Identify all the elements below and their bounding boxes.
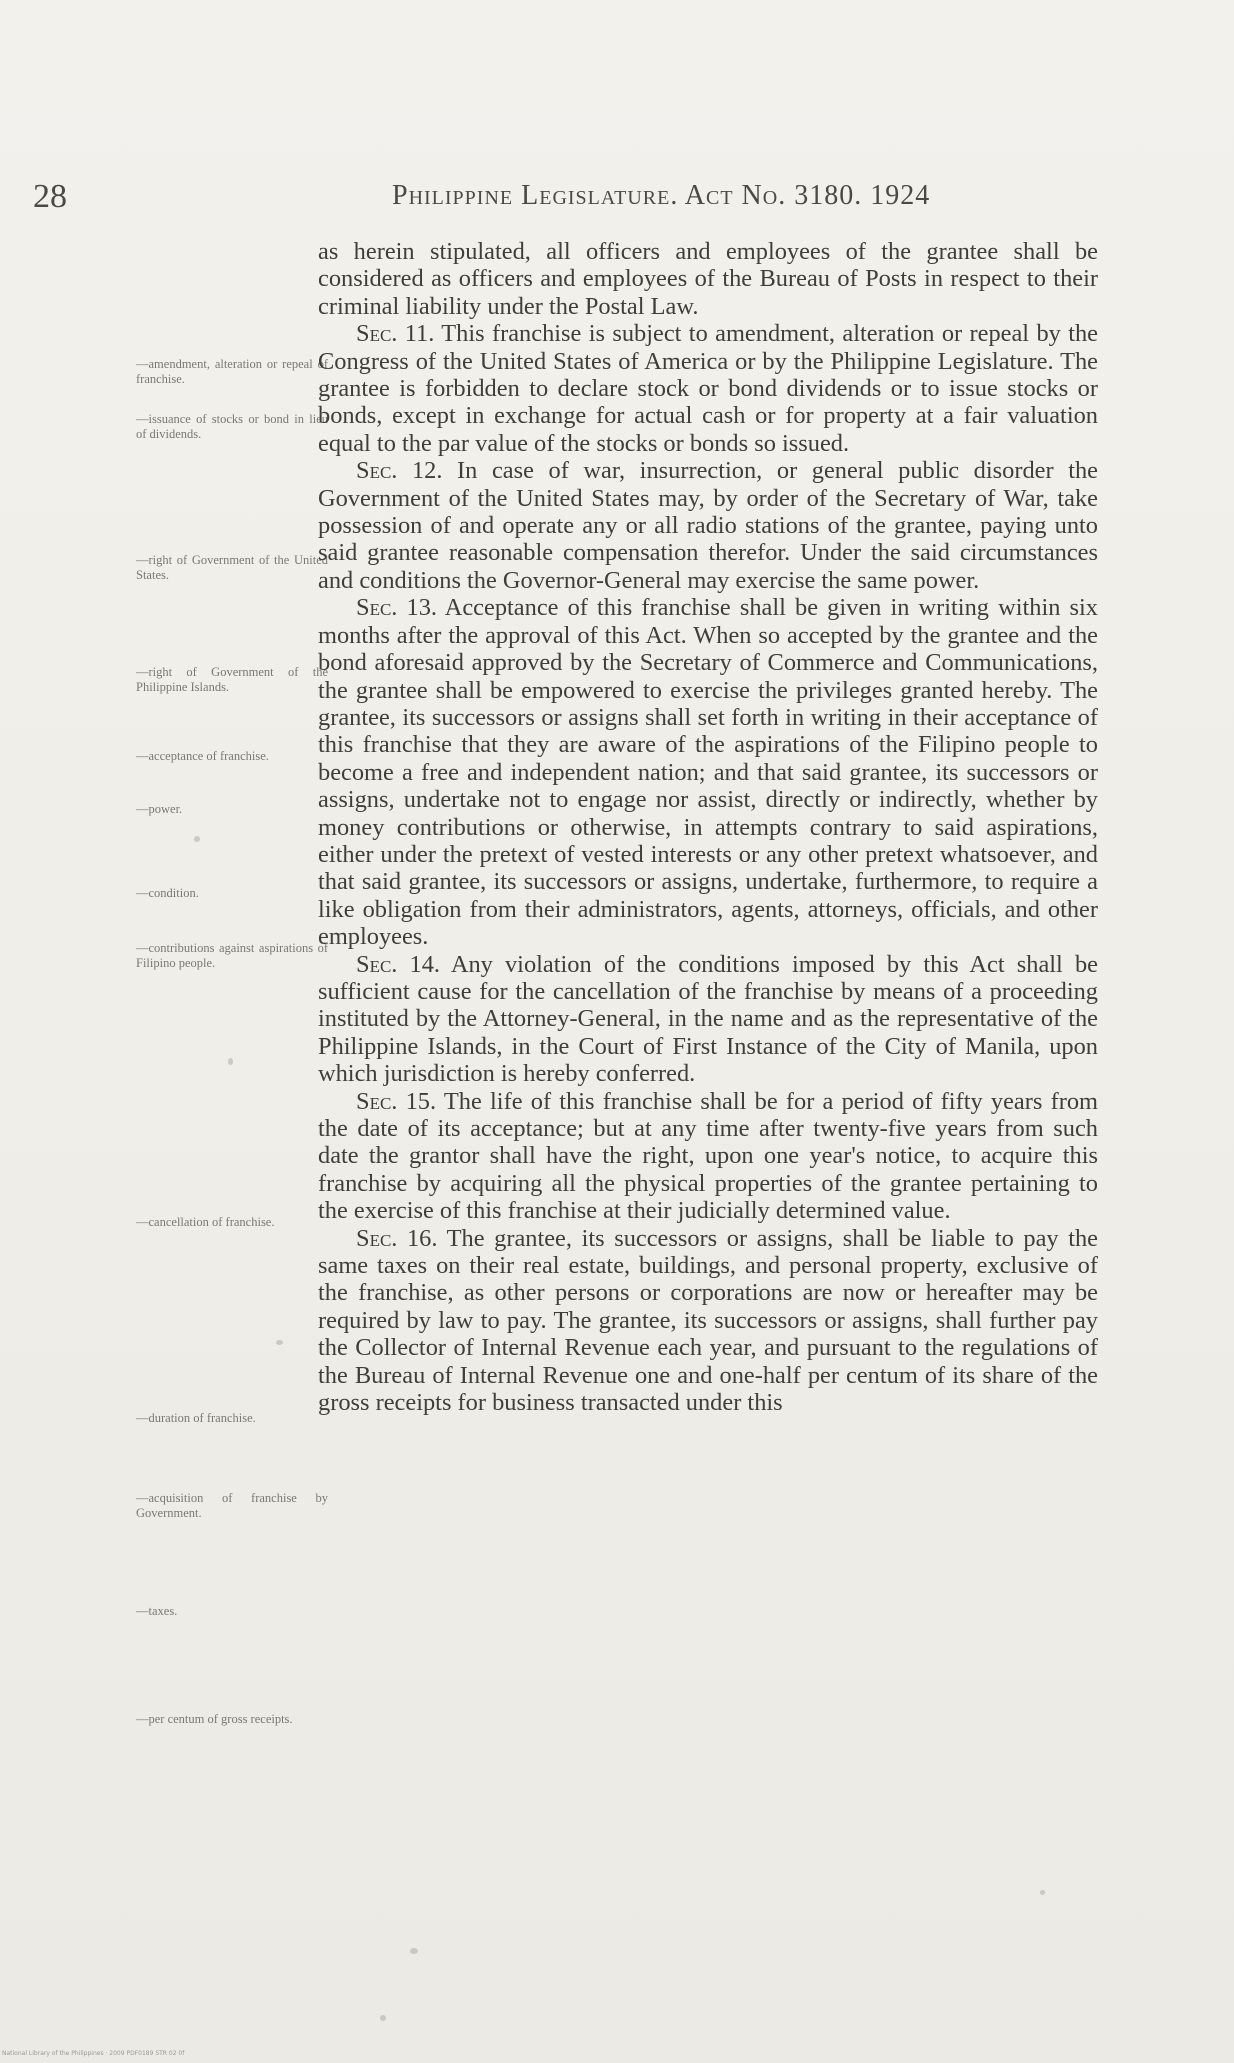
section-12: [318, 457, 1098, 594]
paper-speck: [228, 1058, 233, 1065]
section-label: Sec. 15.: [356, 1087, 437, 1115]
paragraph-text: The life of this franchise shall be for a period of fifty years from the date of its acceptance; but at any time after twenty-five years from such date the grantor shall have the right, upon one year's notice, to acquire this franchise by acquiring all the physical properties of the grantee pertaining to the exercise of this franchise at their judicially determined value.: [318, 1087, 1098, 1225]
margin-note-per-centum: —per centum of gross receipts.: [136, 1712, 293, 1726]
section-label: Sec. 13.: [356, 594, 437, 622]
body-text: [318, 238, 1098, 1416]
running-head: Philippine Legislature. Act No. 3180. 1924: [392, 180, 931, 211]
paragraph-text: The grantee, its successors or assigns, shall be liable to pay the same taxes on their real estate, buildings, and personal property, exclusive of the franchise, as other persons or corporations are now or hereafter may be required by law to pay. The grantee, its successors or assigns, shall further pay the Collector of Internal Revenue each year, and pursuant to the regulations of the Bureau of Internal Revenue one and one-half per centum of its share of the gross receipts for business transacted under this: [318, 1224, 1098, 1417]
section-label: Sec. 12.: [356, 457, 443, 485]
section-16: [318, 1225, 1098, 1417]
section-15: [318, 1088, 1098, 1225]
margin-note-taxes: —taxes.: [136, 1604, 178, 1618]
margin-note-condition: —condition.: [136, 886, 199, 900]
margin-note-issuance-of-stocks: —issuance of stocks or bond in lieu of dividends.: [136, 412, 328, 441]
margin-note-acceptance: —acceptance of franchise.: [136, 749, 269, 763]
paragraph-text: In case of war, insurrection, or general public disorder the Government of the United States may, by order of the Secretary of War, take possession of and operate any or all radio stations of the grantee, paying unto said grantee reasonable compensation therefor. Under the said circumstances and conditions the Governor-General may exercise the same power.: [318, 457, 1098, 594]
margin-note-contributions: —contributions against aspirations of Filipino people.: [136, 941, 328, 970]
paper-speck: [410, 1948, 418, 1954]
section-14: [318, 951, 1098, 1088]
paper-speck: [380, 2015, 386, 2021]
footer-credit: National Library of the Philippines · 2009 PDF0189 STR 02 0f: [2, 2050, 185, 2057]
paragraph-text: This franchise is subject to amendment, alteration or repeal by the Congress of the United States of America or by the Philippine Legislature. The grantee is forbidden to declare stock or bond dividends or to issue stocks or bonds, except in exchange for actual cash or for property at a fair valuation equal to the par value of the stocks or bonds so issued.: [318, 320, 1098, 457]
paper-speck: [276, 1340, 283, 1345]
page-number: 28: [33, 178, 67, 215]
paragraph-text: Acceptance of this franchise shall be given in writing within six months after the approval of this Act. When so accepted by the grantee and the bond aforesaid approved by the Secretary of Commerce and Communications, the grantee shall be empowered to exercise the privileges granted hereby. The grantee, its successors or assigns shall set forth in writing in their acceptance of this franchise that they are aware of the aspirations of the Filipino people to become a free and independent nation; and that said grantee, its successors or assigns, undertake not to engage nor assist, directly or indirectly, whether by money contributions or otherwise, in attempts contrary to said aspirations, either under the pretext of vested interests or any other pretext whatsoever, and that said grantee, its successors or assigns, undertake, furthermore, to require a like obligation from their administrators, agents, attorneys, officials, and other employees.: [318, 594, 1098, 951]
margin-note-acquisition: —acquisition of franchise by Government.: [136, 1491, 328, 1520]
section-label: Sec. 11.: [356, 320, 435, 348]
margin-note-amendment: —amendment, alteration or repeal of franchise.: [136, 357, 328, 386]
paragraph-text: as herein stipulated, all officers and employees of the grantee shall be considered as officers and employees of the Bureau of Posts in respect to their criminal liability under the Postal Law.: [318, 238, 1098, 320]
section-label: Sec. 16.: [356, 1224, 438, 1252]
margin-note-right-of-us-government: —right of Government of the United States.: [136, 553, 328, 582]
margin-note-duration: —duration of franchise.: [136, 1411, 256, 1425]
margin-note-cancellation: —cancellation of franchise.: [136, 1215, 275, 1229]
paragraph-continuation: [318, 238, 1098, 320]
margin-note-right-of-philippine-government: —right of Government of the Philippine Islands.: [136, 665, 328, 694]
section-11: [318, 320, 1098, 457]
margin-note-power: —power.: [136, 802, 183, 816]
paragraph-text: Any violation of the conditions imposed by this Act shall be sufficient cause for the cancellation of the franchise by means of a proceeding instituted by the Attorney-General, in the name and as the representative of the Philippine Islands, in the Court of First Instance of the City of Manila, upon which jurisdiction is hereby conferred.: [318, 950, 1098, 1088]
paper-speck: [1040, 1890, 1045, 1895]
section-13: [318, 594, 1098, 950]
section-label: Sec. 14.: [356, 950, 441, 978]
paper-speck: [194, 836, 200, 842]
